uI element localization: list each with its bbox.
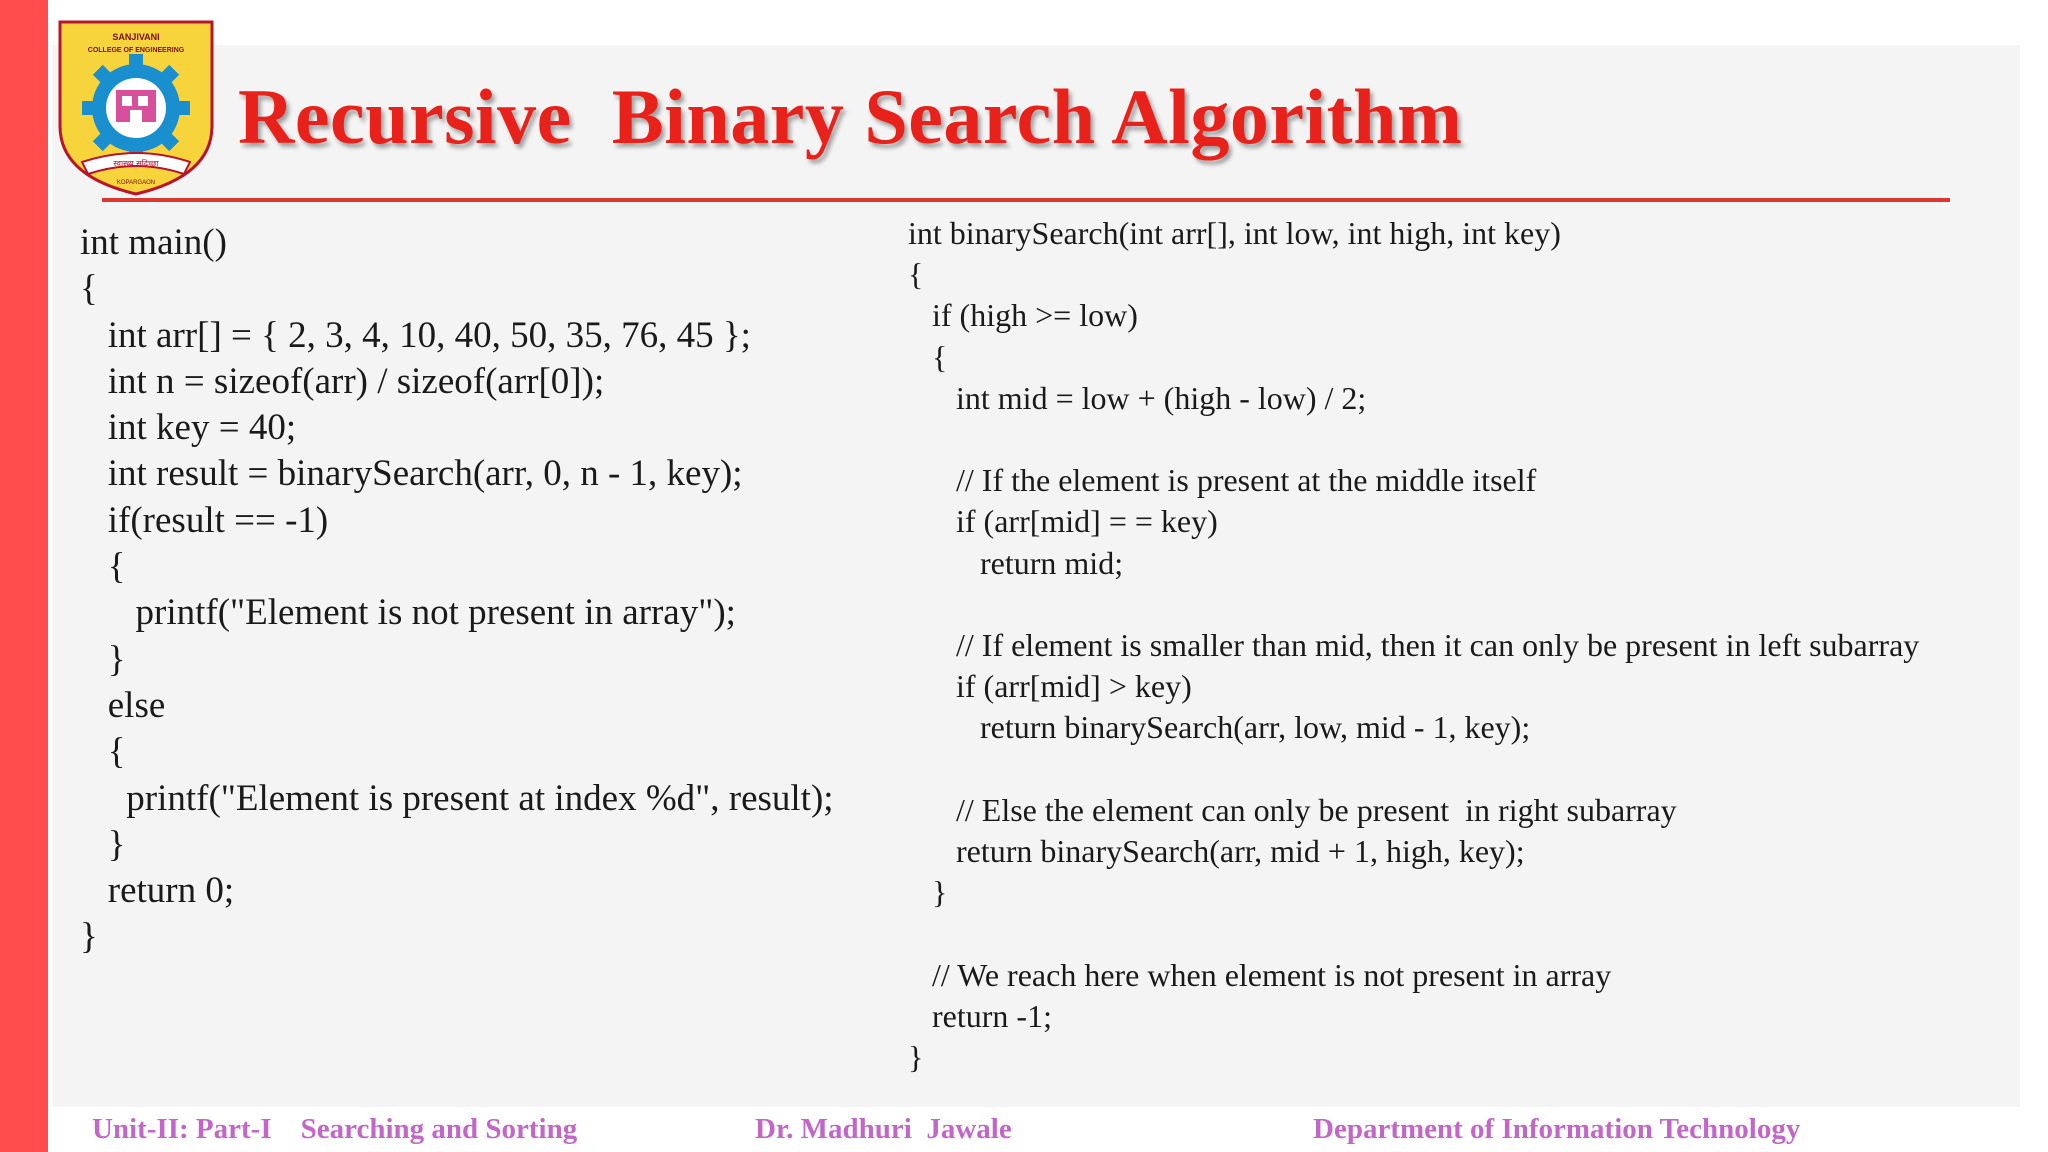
code-line: }	[80, 916, 98, 958]
code-line: if(result == -1)	[80, 499, 329, 541]
code-line: int main()	[80, 222, 227, 263]
code-line: int mid = low + (high - low) / 2;	[908, 379, 1367, 416]
code-line: return 0;	[80, 870, 235, 912]
code-line: {	[80, 731, 126, 773]
code-line: {	[80, 546, 126, 588]
main-function-code	[80, 220, 834, 961]
code-line: else	[80, 684, 166, 726]
code-line: int key = 40;	[80, 407, 297, 449]
code-line: {	[80, 268, 98, 310]
code-line: return binarySearch(arr, mid + 1, high, key);	[908, 833, 1525, 870]
code-line: printf("Element is not present in array");	[80, 592, 736, 634]
logo-ribbon-text: स्वास्थ्य सदिच्छा	[113, 159, 159, 168]
title-divider	[102, 198, 1950, 202]
footer-department: Department of Information Technology	[1313, 1113, 1801, 1145]
code-line: int result = binarySearch(arr, 0, n - 1, key);	[80, 453, 743, 495]
code-line: int arr[] = { 2, 3, 4, 10, 40, 50, 35, 76, 45 };	[80, 314, 751, 356]
left-accent-bar	[0, 0, 48, 1152]
code-line: }	[908, 1039, 924, 1076]
code-line: if (arr[mid] = = key)	[908, 503, 1218, 540]
logo-bottom-text: KOPARGAON	[116, 180, 156, 186]
logo-sub-text: COLLEGE OF ENGINEERING	[87, 47, 185, 54]
code-line: if (arr[mid] > key)	[908, 668, 1192, 705]
code-line: if (high >= low)	[908, 297, 1138, 334]
code-line: {	[908, 256, 924, 293]
code-line: // We reach here when element is not present in array	[908, 956, 1612, 993]
code-line: {	[908, 338, 948, 375]
binary-search-function-code	[908, 213, 1919, 1078]
footer-author: Dr. Madhuri Jawale	[755, 1113, 1012, 1145]
logo-top-text: SANJIVANI	[112, 32, 160, 42]
code-line: }	[80, 638, 126, 680]
code-line: // If element is smaller than mid, then it can only be present in left subarray	[908, 627, 1920, 664]
gear-icon	[82, 54, 190, 162]
code-line: return -1;	[908, 997, 1052, 1034]
code-line: }	[80, 823, 126, 865]
code-line	[908, 419, 1919, 460]
code-line	[908, 584, 1919, 625]
code-line: int binarySearch(int arr[], int low, int high, int key)	[908, 215, 1561, 251]
code-line	[908, 749, 1919, 790]
code-line: int n = sizeof(arr) / sizeof(arr[0]);	[80, 360, 605, 402]
code-line: // Else the element can only be present in right subarray	[908, 791, 1677, 828]
code-line: return mid;	[908, 544, 1124, 581]
code-line: printf("Element is present at index %d", result);	[80, 777, 834, 819]
code-line	[908, 913, 1919, 954]
college-logo	[52, 16, 220, 198]
footer-unit: Unit-II: Part-I Searching and Sorting	[92, 1113, 578, 1145]
slide-title: Recursive Binary Search Algorithm	[238, 73, 1463, 160]
code-line: // If the element is present at the middle itself	[908, 462, 1537, 499]
code-line: return binarySearch(arr, low, mid - 1, key);	[908, 709, 1531, 746]
code-line: }	[908, 874, 948, 911]
